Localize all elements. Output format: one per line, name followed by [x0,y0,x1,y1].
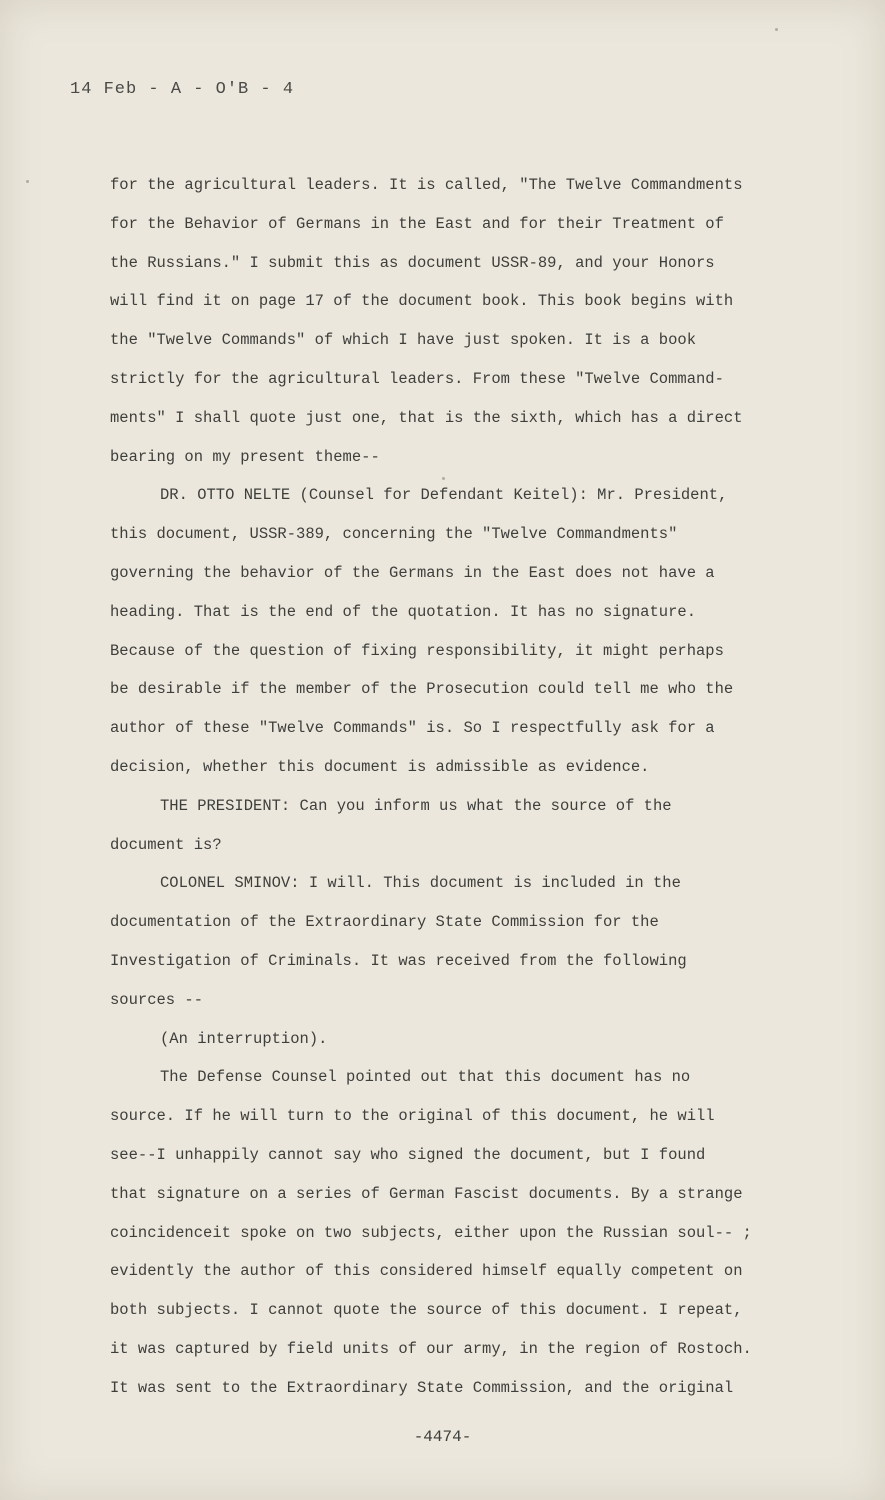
paper-speck [442,477,445,480]
text-line: ments" I shall quote just one, that is the sixth, which has a direct [110,408,743,427]
paragraph [110,166,790,476]
page-number: -4474- [413,1428,472,1446]
text-line: document is? [110,835,222,854]
page-header: 14 Feb - A - O'B - 4 [70,80,295,99]
text-line: documentation of the Extraordinary State Commission for the [110,913,659,932]
text-line: source. If he will turn to the original of this document, he will [110,1107,715,1126]
text-line: evidently the author of this considered himself equally competent on [110,1262,743,1281]
text-line: It was sent to the Extraordinary State Commission, and the original [110,1378,734,1397]
paper-speck [26,180,29,183]
text-line: COLONEL SMINOV: I will. This document is included in the [160,874,681,893]
text-line: this document, USSR-389, concerning the "Twelve Commandments" [110,525,678,544]
text-line: Investigation of Criminals. It was received from the following [110,951,687,970]
text-line: The Defense Counsel pointed out that this document has no [160,1068,691,1087]
text-line: author of these "Twelve Commands" is. So I respectfully ask for a [110,719,715,738]
text-line: for the Behavior of Germans in the East and for their Treatment of [110,214,724,233]
text-line: it was captured by field units of our army, in the region of Rostoch. [110,1339,752,1358]
paragraph [110,864,790,1019]
paragraph [110,476,790,786]
text-line: the Russians." I submit this as document USSR-89, and your Honors [110,253,715,272]
text-line: both subjects. I cannot quote the source of this document. I repeat, [110,1301,743,1320]
paragraph [110,1058,790,1407]
text-line: the "Twelve Commands" of which I have just spoken. It is a book [110,331,696,350]
text-line: see--I unhappily cannot say who signed the document, but I found [110,1145,706,1164]
text-line: coincidenceit spoke on two subjects, either upon the Russian soul-- ; [110,1223,752,1242]
text-line: DR. OTTO NELTE (Counsel for Defendant Keitel): Mr. President, [160,486,728,505]
text-line: that signature on a series of German Fascist documents. By a strange [110,1184,743,1203]
document-body [110,166,790,1408]
text-line: decision, whether this document is admissible as evidence. [110,757,650,776]
text-line: bearing on my present theme-- [110,447,380,466]
text-line: THE PRESIDENT: Can you inform us what the source of the [160,796,672,815]
text-line: heading. That is the end of the quotation. It has no signature. [110,602,696,621]
paragraph [110,1020,790,1059]
text-line: Because of the question of fixing responsibility, it might perhaps [110,641,724,660]
text-line: strictly for the agricultural leaders. From these "Twelve Command- [110,369,724,388]
paragraph [110,787,790,865]
text-line: be desirable if the member of the Prosecution could tell me who the [110,680,734,699]
text-line: (An interruption). [160,1029,328,1048]
text-line: governing the behavior of the Germans in the East does not have a [110,563,715,582]
paper-speck [775,28,778,31]
text-line: will find it on page 17 of the document book. This book begins with [110,292,734,311]
text-line: sources -- [110,990,204,1009]
text-line: for the agricultural leaders. It is called, "The Twelve Commandments [110,176,743,194]
